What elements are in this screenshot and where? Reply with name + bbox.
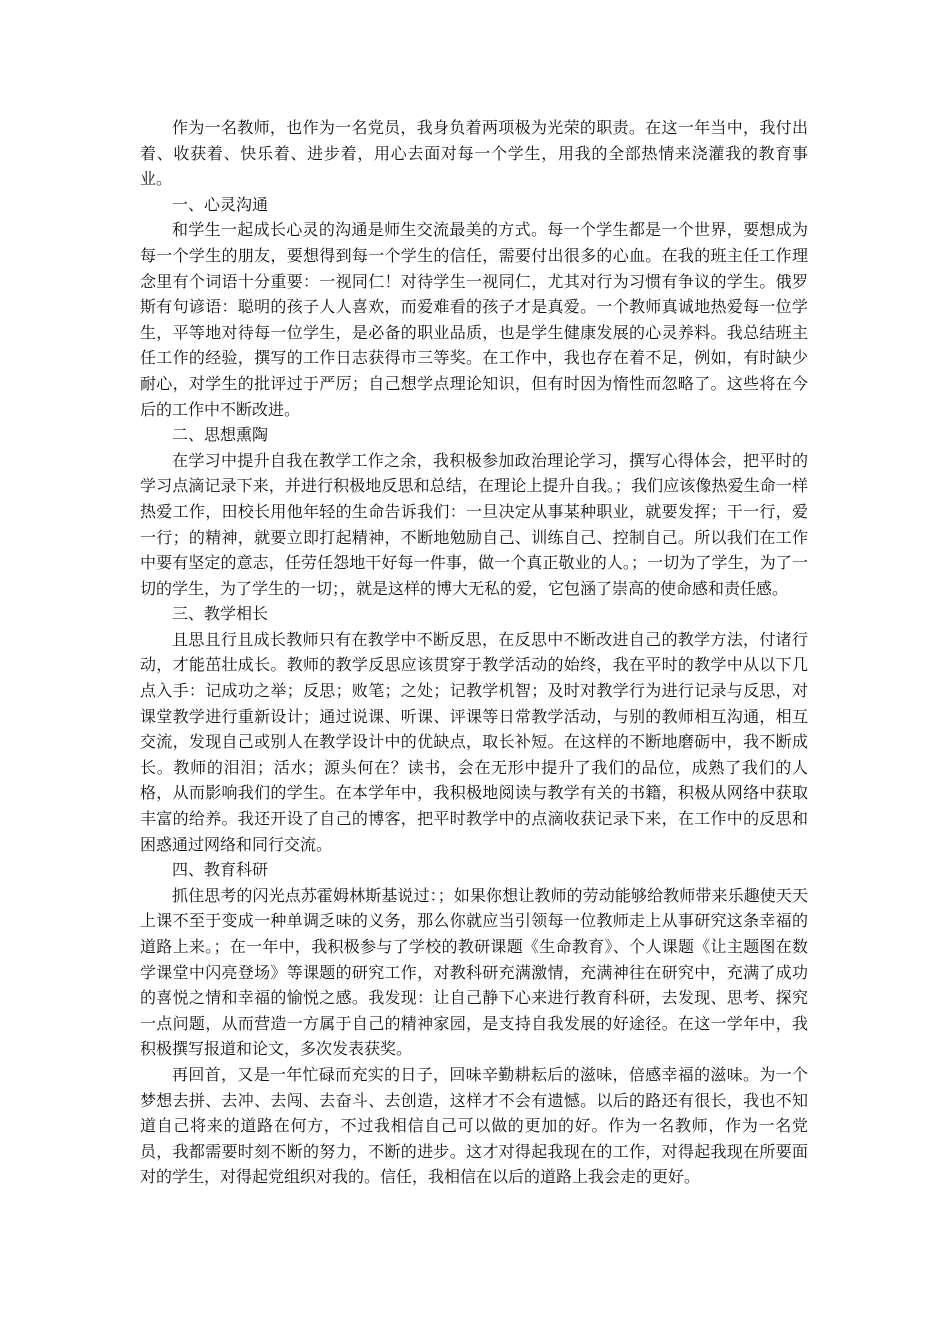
section-paragraph-2: 在学习中提升自我在教学工作之余，我积极参加政治理论学习，撰写心得体会，把平时的学习点滴记录下来，并进行积极地反思和总结，在理论上提升自我。；我们应该像热爱生命一样热爱工作，田校长用他年轻的生命告诉我们：一旦决定从事某种职业，就要发挥；干一行，爱一行；的精神，就要立即打起精神，不断地勉励自己、训练自己、控制自己。所以我们在工作中要有坚定的意志，任劳任怨地干好每一件事，做一个真正敬业的人。；一切为了学生，为了一切的学生，为了学生的一切；，就是这样的博大无私的爱，它包涵了崇高的使命感和责任感。 xyxy=(140,450,808,598)
section-heading-2: 二、思想熏陶 xyxy=(172,425,269,445)
section-heading-3: 三、教学相长 xyxy=(172,604,269,624)
section-paragraph-4: 抓住思考的闪光点苏霍姆林斯基说过：；如果你想让教师的劳动能够给教师带来乐趣使天天上课不至于变成一种单调乏味的义务，那么你就应当引领每一位教师走上从事研究这条幸福的道路上来。；在一年中，我积极参与了学校的教研课题《生命教育》、个人课题《让主题图在数学课堂中闪亮登场》等课题的研究工作，对教科研充满激情，充满神往在研究中，充满了成功的喜悦之情和幸福的愉悦之感。我发现：让自己静下心来进行教育科研，去发现、思考、探究一点问题，从而营造一方属于自己的精神家园，是支持自我发展的好途径。在这一学年中，我积极撰写报道和论文，多次发表获奖。 xyxy=(140,885,808,1059)
document-body xyxy=(140,115,808,1190)
section-heading-1: 一、心灵沟通 xyxy=(172,194,269,214)
intro-paragraph: 作为一名教师，也作为一名党员，我身负着两项极为光荣的职责。在这一年当中，我付出着、收获着、快乐着、进步着，用心去面对每一个学生，用我的全部热情来浇灌我的教育事业。 xyxy=(140,118,808,189)
conclusion-paragraph: 再回首，又是一年忙碌而充实的日子，回味辛勤耕耘后的滋味，倍感幸福的滋味。为一个梦想去拼、去冲、去闯、去奋斗、去创造，这样才不会有遗憾。以后的路还有很长，我也不知道自己将来的道路在何方，不过我相信自己可以做的更加的好。作为一名教师，作为一名党员，我都需要时刻不断的努力，不断的进步。这才对得起我现在的工作，对得起我现在所要面对的学生，对得起党组织对我的。信任，我相信在以后的道路上我会走的更好。 xyxy=(140,1064,808,1187)
section-heading-4: 四、教育科研 xyxy=(172,860,269,880)
section-paragraph-1: 和学生一起成长心灵的沟通是师生交流最美的方式。每一个学生都是一个世界，要想成为每一个学生的朋友，要想得到每一个学生的信任，需要付出很多的心血。在我的班主任工作理念里有个词语十分重要：一视同仁！对待学生一视同仁，尤其对行为习惯有争议的学生。俄罗斯有句谚语：聪明的孩子人人喜欢，而爱难看的孩子才是真爱。一个教师真诚地热爱每一位学生，平等地对待每一位学生，是必备的职业品质，也是学生健康发展的心灵养料。我总结班主任工作的经验，撰写的工作日志获得市三等奖。在工作中，我也存在着不足，例如，有时缺少耐心，对学生的批评过于严厉；自己想学点理论知识，但有时因为惰性而忽略了。这些将在今后的工作中不断改进。 xyxy=(140,220,808,419)
section-paragraph-3: 且思且行且成长教师只有在教学中不断反思，在反思中不断改进自己的教学方法，付诸行动，才能茁壮成长。教师的教学反思应该贯穿于教学活动的始终，我在平时的教学中从以下几点入手：记成功之举；反思；败笔；之处；记教学机智；及时对教学行为进行记录与反思，对课堂教学进行重新设计；通过说课、听课、评课等日常教学活动，与别的教师相互沟通，相互交流，发现自己或别人在教学设计中的优缺点，取长补短。在这样的不断地磨砺中，我不断成长。教师的泪泪；活水；源头何在？读书，会在无形中提升了我们的品位，成熟了我们的人格，从而影响我们的学生。在本学年中，我积极地阅读与教学有关的书籍，积极从网络中获取丰富的给养。我还开设了自己的博客，把平时教学中的点滴收获记录下来，在工作中的反思和困惑通过网络和同行交流。 xyxy=(140,629,808,854)
